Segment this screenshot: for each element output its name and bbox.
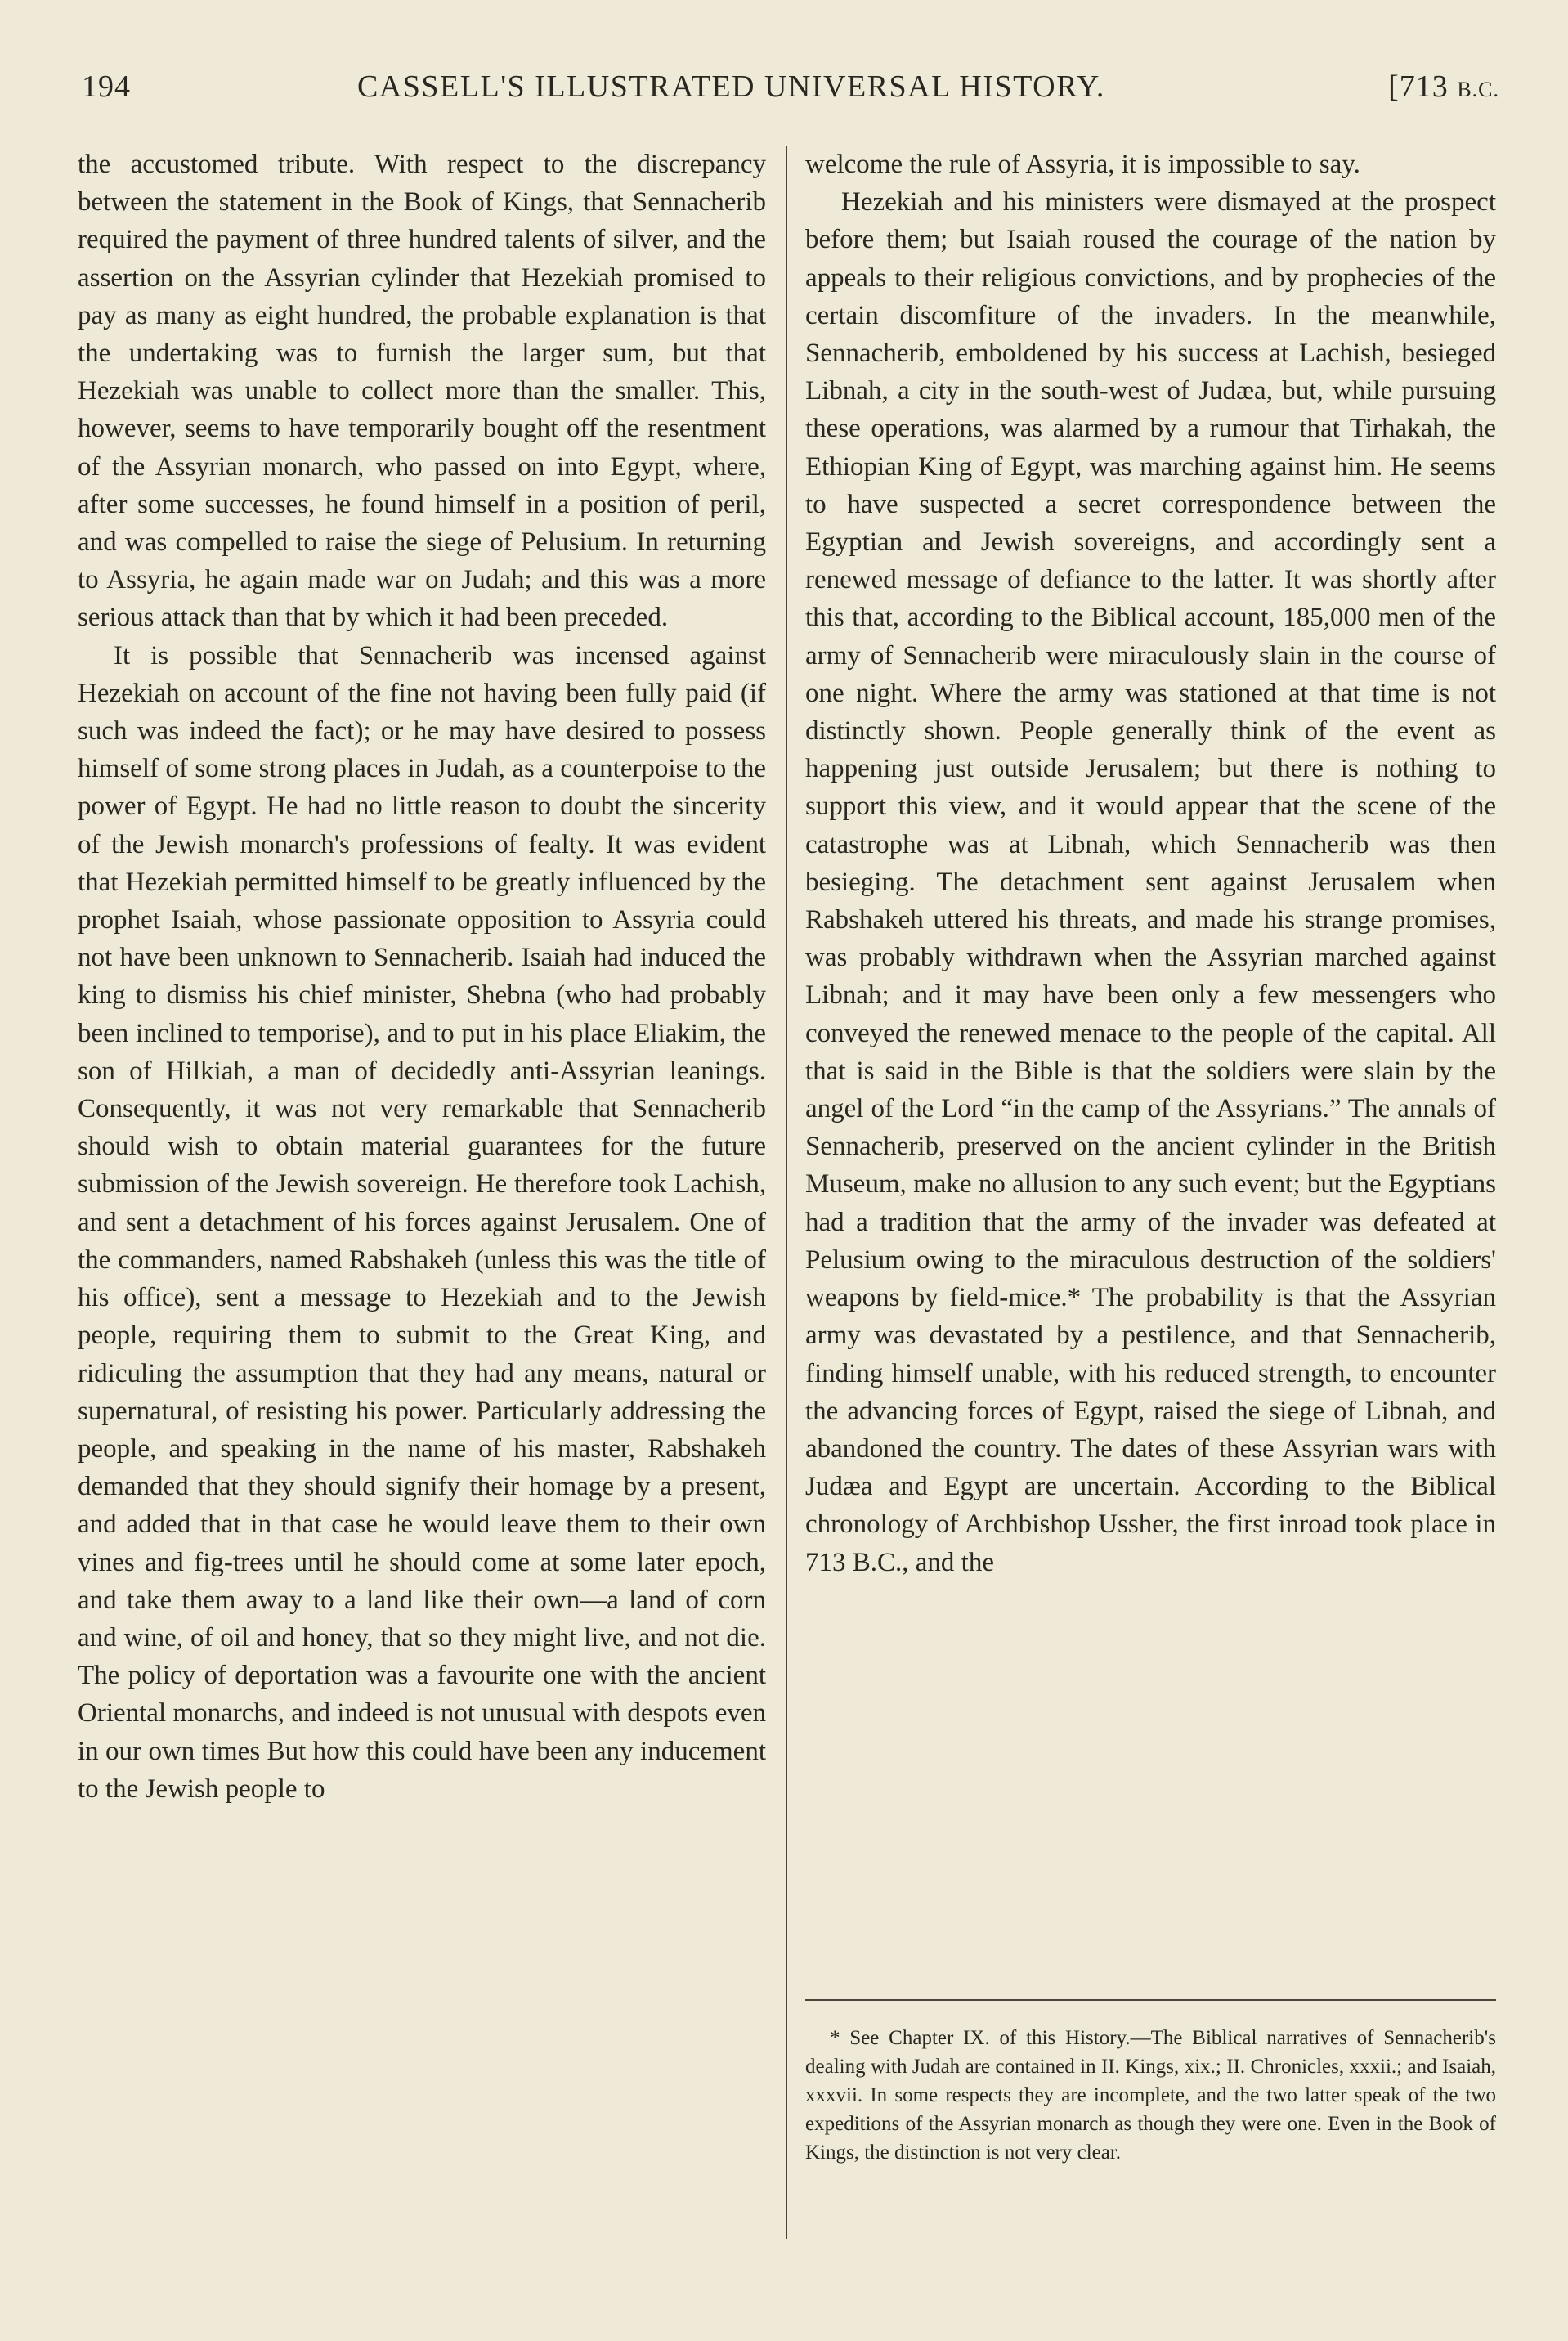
year-value: [713	[1388, 70, 1449, 104]
right-paragraph-1: welcome the rule of Assyria, it is impossible to say.	[805, 150, 1360, 179]
left-paragraph-1: the accustomed tribute. With respect to the discrepancy between the statement in the Book of Kings, that Sennacherib required the payment of three hundred talents of silver, and the assertion on the Assyrian cylinder that Hezekiah promised to pay as many as eight hundred, the probable explanation is that the undertaking was to furnish the larger sum, but that Hezekiah was unable to collect more than the smaller. This, however, seems to have temporarily bought off the resentment of the Assyrian monarch, who passed on into Egypt, where, after some successes, he found himself in a position of peril, and was compelled to raise the siege of Pelusium. In returning to Assyria, he again made war on Judah; and this was a more serious attack than that by which it had been preceded.	[78, 150, 766, 633]
footnote-rule	[805, 1999, 1496, 2001]
page-number: 194	[82, 70, 131, 104]
right-column	[805, 146, 1496, 1581]
right-paragraph-2: Hezekiah and his ministers were dismayed at the prospect before them; but Isaiah roused the courage of the nation by appeals to their religious convictions, and by prophecies of the certain discomfiture of the invaders. In the meanwhile, Sennacherib, emboldened by his success at Lachish, besieged Libnah, a city in the south-west of Judæa, but, while pursuing these operations, was alarmed by a rumour that Tirhakah, the Ethiopian King of Egypt, was marching against him. He seems to have suspected a secret correspondence between the Egyptian and Jewish sovereigns, and accordingly sent a renewed message of defiance to the latter. It was shortly after this that, according to the Biblical account, 185,000 men of the army of Sennacherib were miraculously slain in the course of one night. Where the army was stationed at that time is not distinctly shown. People generally think of the event as happening just outside Jerusalem; but there is nothing to support this view, and it would appear that the scene of the catastrophe was at Libnah, which Sennacherib was then besieging. The detachment sent against Jerusalem when Rabshakeh uttered his threats, and made his strange promises, was probably withdrawn when the Assyrian marched against Libnah; and it may have been only a few messengers who conveyed the renewed menace to the people of the capital. All that is said in the Bible is that the soldiers were slain by the angel of the Lord “in the camp of the Assyrians.” The annals of Sennacherib, preserved on the ancient cylinder in the British Museum, make no allusion to any such event; but the Egyptians had a tradition that the army of the invader was defeated at Pelusium owing to the miraculous destruction of the soldiers' weapons by field-mice.* The probability is that the Assyrian army was devastated by a pestilence, and that Sennacherib, finding himself unable, with his reduced strength, to encounter the advancing forces of Egypt, raised the siege of Libnah, and abandoned the country. The dates of these Assyrian wars with Judæa and Egypt are uncertain. According to the Biblical chronology of Archbishop Ussher, the first inroad took place in 713 B.C., and the	[805, 187, 1496, 1577]
running-title: CASSELL'S ILLUSTRATED UNIVERSAL HISTORY.	[357, 70, 1105, 104]
footnote: * See Chapter IX. of this History.—The Biblical narratives of Sennacherib's dealing with Judah are contained in II. Kings, xix.; II. Chronicles, xxxii.; and Isaiah, xxxvii. In some respects they are incomplete, and the two latter speak of the two expeditions of the Assyrian monarch as though they were one. Even in the Book of Kings, the distinction is not very clear.	[805, 2027, 1496, 2164]
left-paragraph-2: It is possible that Sennacherib was incensed against Hezekiah on account of the fine not having been fully paid (if such was indeed the fact); or he may have desired to possess himself of some strong places in Judah, as a counterpoise to the power of Egypt. He had no little reason to doubt the sincerity of the Jewish monarch's professions of fealty. It was evident that Hezekiah permitted himself to be greatly influenced by the prophet Isaiah, whose passionate opposition to Assyria could not have been unknown to Sennacherib. Isaiah had induced the king to dismiss his chief minister, Shebna (who had probably been inclined to temporise), and to put in his place Eliakim, the son of Hilkiah, a man of decidedly anti-Assyrian leanings. Consequently, it was not very remarkable that Sennacherib should wish to obtain material guarantees for the future submission of the Jewish sovereign. He therefore took Lachish, and sent a detachment of his forces against Jerusalem. One of the commanders, named Rabshakeh (unless this was the title of his office), sent a message to Hezekiah and to the Jewish people, requiring them to submit to the Great King, and ridiculing the assumption that they had any means, natural or supernatural, of resisting his power. Particularly addressing the people, and speaking in the name of his master, Rabshakeh demanded that they should signify their homage by a present, and added that in that case he would leave them to their own vines and fig-trees until he should come at some later epoch, and take them away to a land like their own—a land of corn and wine, of oil and honey, that so they might live, and not die. The policy of deportation was a favourite one with the ancient Oriental monarchs, and indeed is not unusual with despots even in our own times But how this could have been any inducement to the Jewish people to	[78, 640, 766, 1804]
running-header	[75, 69, 1499, 118]
year-marker	[1388, 69, 1499, 105]
era-label: B.C.	[1457, 78, 1499, 101]
column-divider	[786, 146, 787, 2239]
left-column	[78, 146, 766, 1808]
